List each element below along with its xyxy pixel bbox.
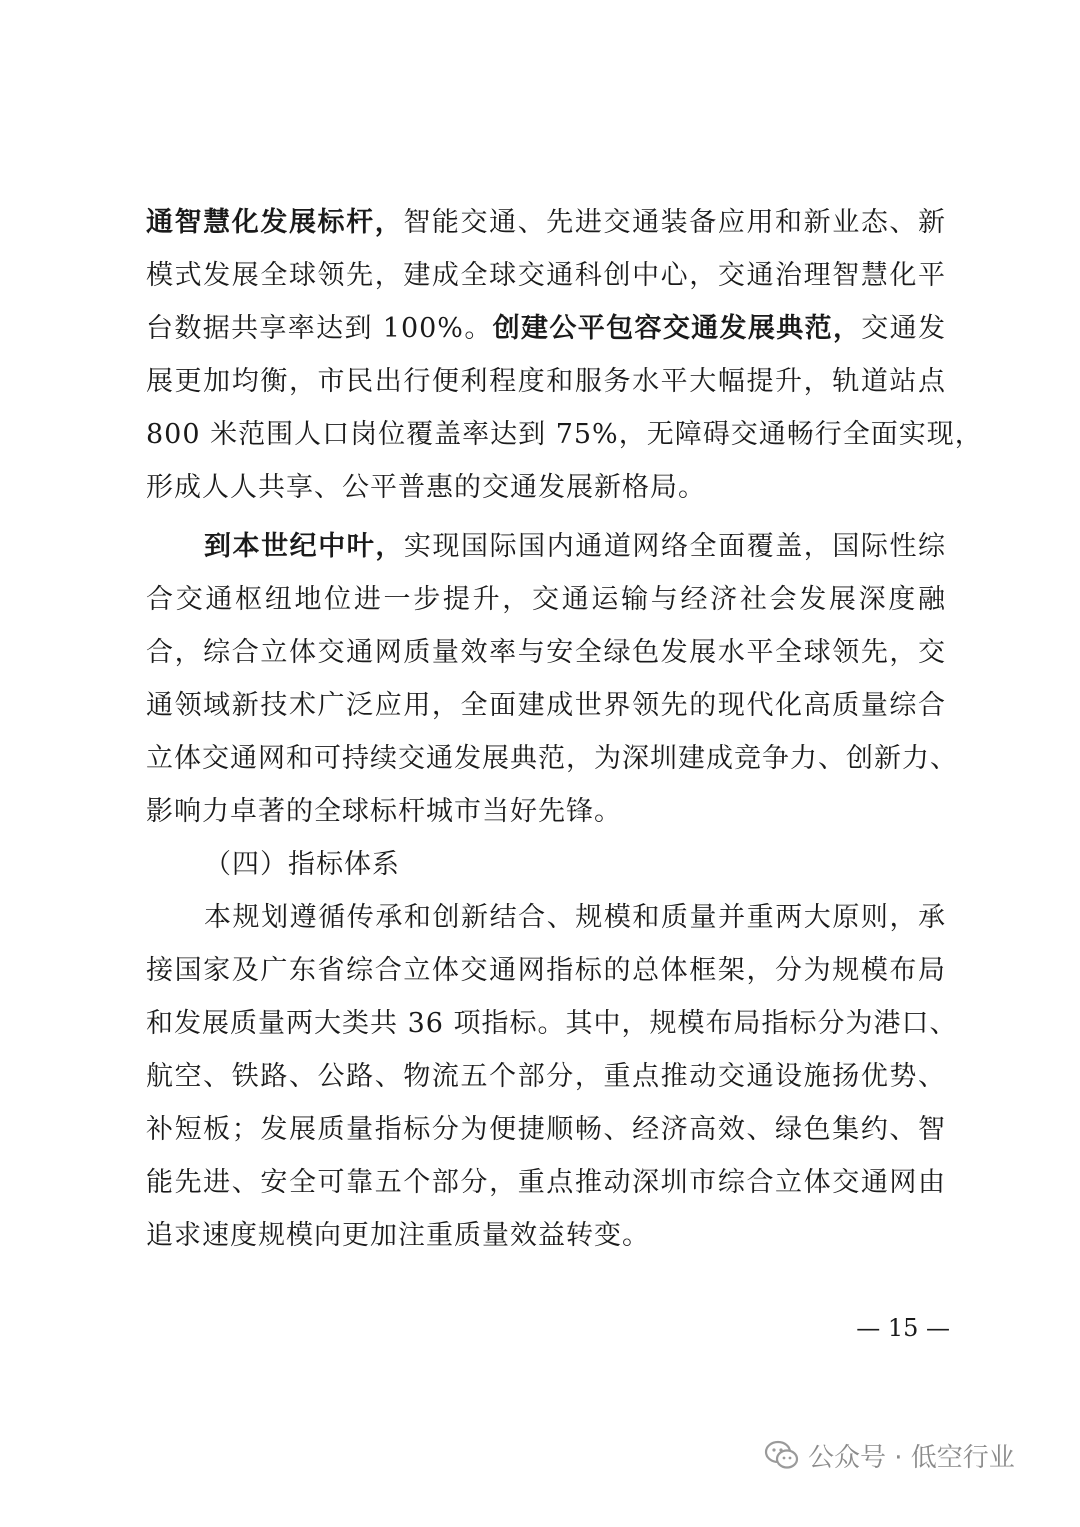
paragraph2-line2: 合交通枢纽地位进一步提升，交通运输与经济社会发展深度融: [146, 584, 946, 615]
paragraph2-line3: 合，综合立体交通网质量效率与安全绿色发展水平全球领先，交: [146, 637, 946, 668]
paragraph2-line1: 到本世纪中叶，实现国际国内通道网络全面覆盖，国际性综: [204, 531, 947, 562]
paragraph2-line4: 通领域新技术广泛应用，全面建成世界领先的现代化高质量综合: [146, 690, 946, 721]
paragraph3-line4: 航空、铁路、公路、物流五个部分，重点推动交通设施扬优势、: [146, 1061, 946, 1092]
paragraph1-line4: 展更加均衡，市民出行便利程度和服务水平大幅提升，轨道站点: [146, 366, 946, 397]
paragraph3-line7: 追求速度规模向更加注重质量效益转变。: [146, 1220, 650, 1251]
section-heading: （四）指标体系: [204, 849, 400, 880]
bold-phrase: 通智慧化发展标杆，: [146, 207, 404, 238]
paragraph3-line1: 本规划遵循传承和创新结合、规模和质量并重两大原则，承: [204, 902, 946, 933]
watermark: [764, 1433, 1015, 1477]
paragraph1-line6: 形成人人共享、公平普惠的交通发展新格局。: [146, 472, 706, 503]
page-number: — 15 —: [856, 1314, 950, 1342]
paragraph1-line2: 模式发展全球领先，建成全球交通科创中心，交通治理智慧化平: [146, 260, 946, 291]
paragraph2-line5: 立体交通网和可持续交通发展典范，为深圳建成竞争力、创新力、: [146, 743, 958, 774]
watermark-text: 公众号 · 低空行业: [808, 1442, 1015, 1473]
bold-phrase: 到本世纪中叶，: [204, 531, 404, 562]
paragraph3-line2: 接国家及广东省综合立体交通网指标的总体框架，分为规模布局: [146, 955, 946, 986]
paragraph1-line5: 800 米范围人口岗位覆盖率达到 75%，无障碍交通畅行全面实现，: [146, 419, 983, 450]
paragraph3-line5: 补短板；发展质量指标分为便捷顺畅、经济高效、绿色集约、智: [146, 1114, 946, 1145]
paragraph1-line3: 台数据共享率达到 100%。创建公平包容交通发展典范，交通发: [146, 313, 947, 344]
paragraph3-line6: 能先进、安全可靠五个部分，重点推动深圳市综合立体交通网由: [146, 1167, 946, 1198]
document-body: [146, 196, 983, 1262]
bold-phrase: 创建公平包容交通发展典范，: [492, 313, 862, 344]
paragraph1-line1: 通智慧化发展标杆，智能交通、先进交通装备应用和新业态、新: [146, 207, 947, 238]
paragraph3-line3: 和发展质量两大类共 36 项指标。其中，规模布局指标分为港口、: [146, 1008, 958, 1039]
paragraph2-line6: 影响力卓著的全球标杆城市当好先锋。: [146, 796, 622, 827]
wechat-icon: [764, 1439, 800, 1471]
